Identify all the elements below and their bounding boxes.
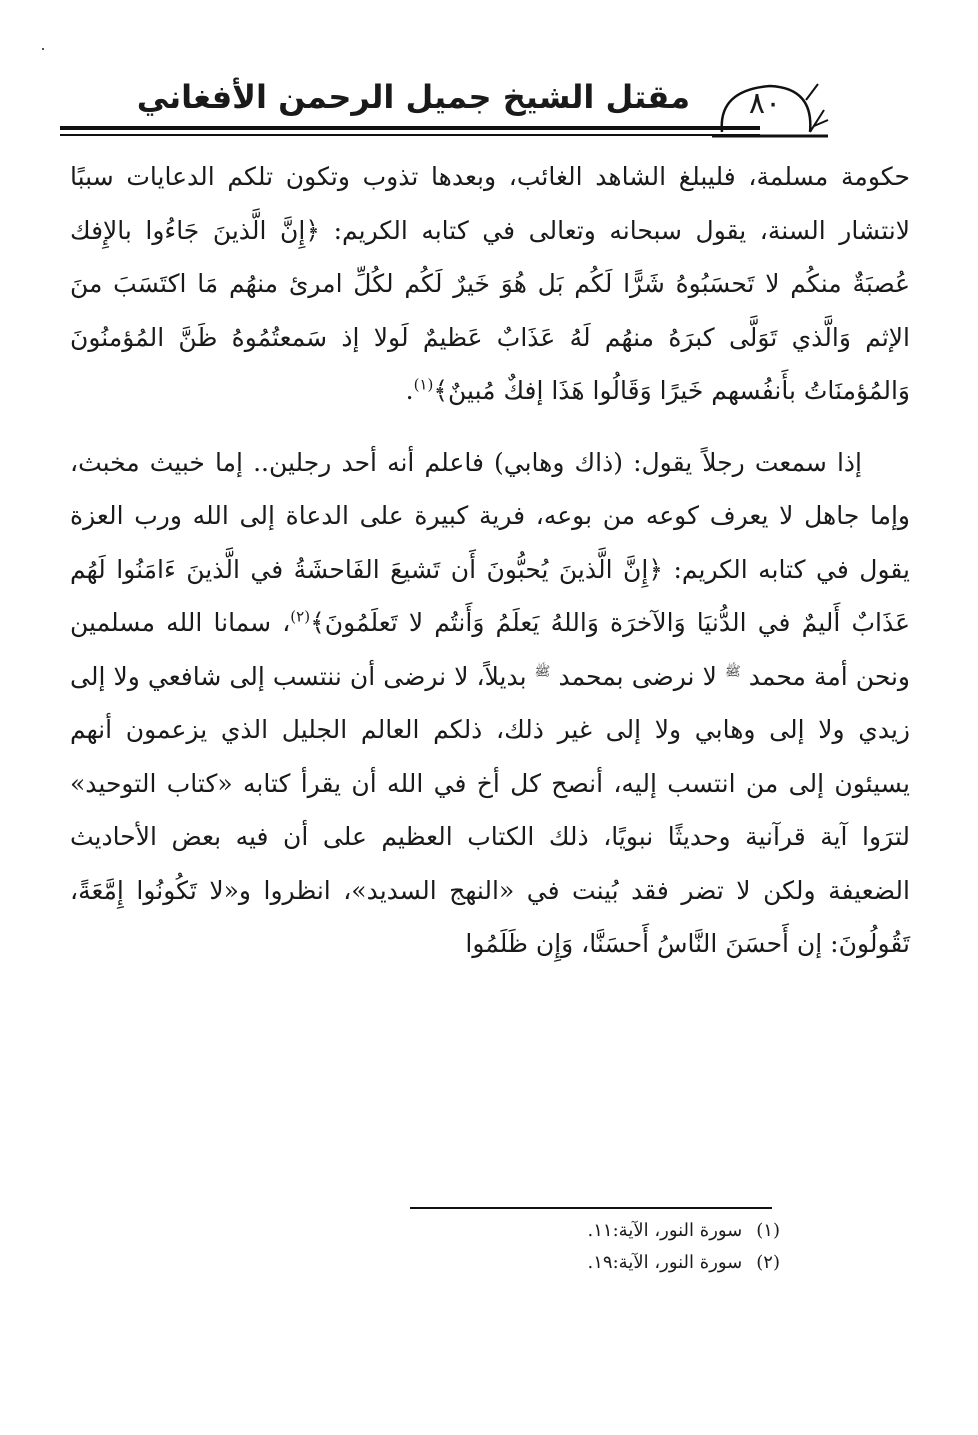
footnote-2 <box>410 1247 780 1279</box>
footnote-ref-1: (١) <box>413 375 434 394</box>
quran-verse-2: ﴿إِنَّ الَّذينَ يُحبُّونَ أَن تَشيعَ الفَاحشَةُ في الَّذينَ ءَامَنُوا لَهُم عَذَابٌ أَليمٌ في الدُّنيَا وَالآخرَة وَاللهُ يَعلَمُ وَأَنتُم لا تَعلَمُونَ﴾ <box>70 554 910 637</box>
footnote-number: (٢) <box>756 1252 780 1273</box>
paragraph-1-text: حكومة مسلمة، فليبلغ الشاهد الغائب، وبعدها تذوب وتكون تلكم الدعايات سببًا لانتشار السنة، يقول سبحانه وتعالى في كتابه الكريم: <box>70 162 910 245</box>
paragraph-2-text-b: ، سمانا الله مسلمين ونحن أمة محمد <box>70 608 910 691</box>
footnote-text: سورة النور، الآية:١٩. <box>587 1252 743 1273</box>
footnote-text: سورة النور، الآية:١١. <box>587 1220 743 1241</box>
header-rule-thick <box>60 126 760 130</box>
header-rule-thin <box>60 134 760 136</box>
scan-speck <box>42 48 44 50</box>
running-title: مقتل الشيخ جميل الرحمن الأفغاني <box>136 78 690 116</box>
paragraph-1 <box>70 150 910 418</box>
paragraph-1-end: . <box>405 376 414 405</box>
page-number: ٨٠ <box>748 86 782 121</box>
footnote-number: (١) <box>756 1220 780 1241</box>
salutation-1: ﷺ <box>724 664 741 680</box>
page-header <box>60 70 930 150</box>
footnote-ref-2: (٢) <box>290 607 311 626</box>
paragraph-2-text-c: لا نرضى بمحمد <box>550 661 725 691</box>
salutation-2: ﷺ <box>534 664 551 680</box>
quran-verse-1: ﴿إِنَّ الَّذينَ جَاءُوا بالإِفك عُصبَةٌ منكُم لا تَحسَبُوهُ شَرًّا لَكُم بَل هُوَ خَيرٌ لَكُم لكُلِّ امرئ منهُم مَا اكتَسَبَ منَ الإثم وَالَّذي تَوَلَّى كبرَهُ منهُم لَهُ عَذَابٌ عَظيمٌ لَولا إذ سَمعتُمُوهُ ظَنَّ المُؤمنُونَ وَالمُؤمنَاتُ بأَنفُسهم خَيرًا وَقَالُوا هَذَا إفكٌ مُبينٌ﴾ <box>70 215 910 405</box>
paragraph-2-text-d: بديلاً، لا نرضى أن ننتسب إلى شافعي ولا إلى زيدي ولا إلى وهابي ولا إلى غير ذلك، ذلكم العالم الجليل الذي يزعمون أنهم يسيئون إلى من انتسب إليه، أنصح كل أخ في الله أن يقرأ كتابه «كتاب التوحيد» لترَوا آية قرآنية وحديثًا نبويًا، ذلك الكتاب العظيم على أن فيه بعض الأحاديث الضعيفة ولكن لا تضر فقد بُينت في «النهج السديد»، انظروا و«لا تَكُونُوا إِمَّعَةً، تَقُولُونَ: إن أَحسَنَ النَّاسُ أَحسَنَّا، وَإِن ظَلَمُوا <box>70 661 910 958</box>
footnote-rule <box>410 1207 772 1209</box>
paragraph-2 <box>70 436 910 971</box>
paragraph-2-text: إذا سمعت رجلاً يقول: (ذاك وهابي) فاعلم أنه أحد رجلين.. إما خبيث مخبث، وإما جاهل لا يعرف كوعه من بوعه، فرية كبيرة على الدعاة إلى الله ورب العزة يقول في كتابه الكريم: <box>70 447 910 584</box>
main-text <box>70 150 910 971</box>
footnote-1 <box>410 1215 780 1247</box>
footnotes <box>410 1215 780 1279</box>
